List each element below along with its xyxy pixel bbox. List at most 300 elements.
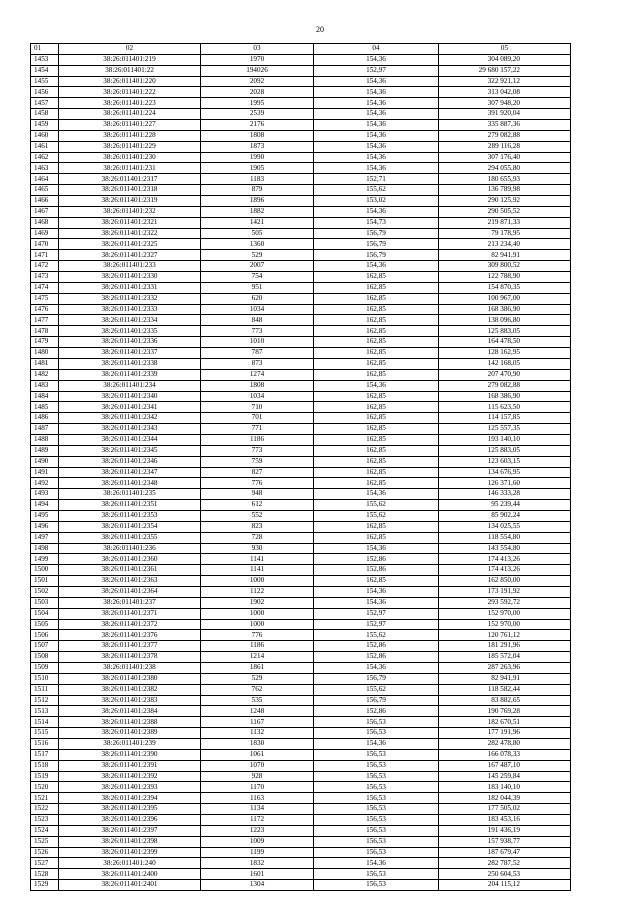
specific-value-cell: 162,85 (314, 532, 439, 543)
area-cell: 1304 (201, 880, 314, 891)
specific-value-cell: 156,53 (314, 717, 439, 728)
specific-value-cell: 152,71 (314, 174, 439, 185)
row-number-cell: 1472 (31, 261, 59, 272)
cadastral-number-cell: 38:26:011401:2346 (59, 456, 201, 467)
cadastral-number-cell: 38:26:011401:232 (59, 206, 201, 217)
specific-value-cell: 152,86 (314, 554, 439, 565)
cadastral-number-cell: 38:26:011401:2344 (59, 434, 201, 445)
cadastral-number-cell: 38:26:011401:2343 (59, 424, 201, 435)
specific-value-cell: 156,79 (314, 239, 439, 250)
cadastral-value-cell: 290 125,92 (439, 196, 571, 207)
specific-value-cell: 155,62 (314, 630, 439, 641)
area-cell: 1990 (201, 152, 314, 163)
table-row (31, 228, 571, 239)
specific-value-cell: 162,85 (314, 402, 439, 413)
table-row (31, 728, 571, 739)
cadastral-number-cell: 38:26:011401:2332 (59, 293, 201, 304)
cadastral-number-cell: 38:26:011401:227 (59, 120, 201, 131)
cadastral-value-cell: 157 938,77 (439, 836, 571, 847)
area-cell: 1882 (201, 206, 314, 217)
row-number-cell: 1454 (31, 65, 59, 76)
specific-value-cell: 154,36 (314, 380, 439, 391)
specific-value-cell: 154,36 (314, 489, 439, 500)
row-number-cell: 1487 (31, 424, 59, 435)
area-cell: 529 (201, 250, 314, 261)
table-row (31, 608, 571, 619)
cadastral-value-cell: 204 115,12 (439, 880, 571, 891)
specific-value-cell: 154,36 (314, 597, 439, 608)
table-row (31, 543, 571, 554)
table-row (31, 402, 571, 413)
area-cell: 1214 (201, 652, 314, 663)
specific-value-cell: 154,36 (314, 543, 439, 554)
area-cell: 762 (201, 684, 314, 695)
specific-value-cell: 162,85 (314, 272, 439, 283)
specific-value-cell: 162,85 (314, 293, 439, 304)
area-cell: 1000 (201, 608, 314, 619)
specific-value-cell: 154,36 (314, 858, 439, 869)
cadastral-value-cell: 79 178,95 (439, 228, 571, 239)
cadastral-value-cell: 125 883,05 (439, 326, 571, 337)
cadastral-value-cell: 185 572,04 (439, 652, 571, 663)
row-number-cell: 1470 (31, 239, 59, 250)
cadastral-value-cell: 173 191,92 (439, 586, 571, 597)
row-number-cell: 1502 (31, 586, 59, 597)
cadastral-value-cell: 118 582,44 (439, 684, 571, 695)
specific-value-cell: 156,53 (314, 869, 439, 880)
table-row (31, 315, 571, 326)
table-header (31, 44, 571, 55)
header-col-04: 04 (314, 44, 439, 55)
row-number-cell: 1463 (31, 163, 59, 174)
cadastral-value-cell: 313 042,08 (439, 87, 571, 98)
table-row (31, 445, 571, 456)
header-col-05: 05 (439, 44, 571, 55)
cadastral-value-table (30, 43, 571, 891)
area-cell: 754 (201, 272, 314, 283)
cadastral-value-cell: 183 140,10 (439, 782, 571, 793)
table-row (31, 293, 571, 304)
row-number-cell: 1477 (31, 315, 59, 326)
cadastral-value-cell: 100 967,00 (439, 293, 571, 304)
cadastral-value-cell: 187 679,47 (439, 847, 571, 858)
cadastral-number-cell: 38:26:011401:2321 (59, 217, 201, 228)
area-cell: 928 (201, 771, 314, 782)
cadastral-value-cell: 391 920,04 (439, 109, 571, 120)
cadastral-value-cell: 164 478,50 (439, 337, 571, 348)
table-body (31, 54, 571, 890)
specific-value-cell: 154,73 (314, 217, 439, 228)
specific-value-cell: 156,79 (314, 228, 439, 239)
specific-value-cell: 154,36 (314, 87, 439, 98)
area-cell: 529 (201, 673, 314, 684)
cadastral-value-cell: 128 162,95 (439, 348, 571, 359)
cadastral-number-cell: 38:26:011401:2337 (59, 348, 201, 359)
row-number-cell: 1483 (31, 380, 59, 391)
table-row (31, 185, 571, 196)
cadastral-number-cell: 38:26:011401:234 (59, 380, 201, 391)
cadastral-number-cell: 38:26:011401:219 (59, 54, 201, 65)
specific-value-cell: 156,53 (314, 836, 439, 847)
cadastral-number-cell: 38:26:011401:2361 (59, 565, 201, 576)
cadastral-number-cell: 38:26:011401:2395 (59, 804, 201, 815)
area-cell: 1122 (201, 586, 314, 597)
cadastral-value-cell: 307 948,20 (439, 98, 571, 109)
specific-value-cell: 152,86 (314, 706, 439, 717)
area-cell: 1873 (201, 141, 314, 152)
table-row (31, 706, 571, 717)
cadastral-value-cell: 307 176,40 (439, 152, 571, 163)
row-number-cell: 1462 (31, 152, 59, 163)
row-number-cell: 1489 (31, 445, 59, 456)
area-cell: 773 (201, 326, 314, 337)
table-row (31, 815, 571, 826)
cadastral-value-cell: 168 386,90 (439, 391, 571, 402)
table-row (31, 109, 571, 120)
cadastral-value-cell: 250 604,53 (439, 869, 571, 880)
cadastral-number-cell: 38:26:011401:236 (59, 543, 201, 554)
specific-value-cell: 155,62 (314, 684, 439, 695)
table-row (31, 662, 571, 673)
area-cell: 1170 (201, 782, 314, 793)
cadastral-number-cell: 38:26:011401:2336 (59, 337, 201, 348)
cadastral-number-cell: 38:26:011401:2353 (59, 510, 201, 521)
table-row (31, 793, 571, 804)
row-number-cell: 1495 (31, 510, 59, 521)
area-cell: 930 (201, 543, 314, 554)
area-cell: 948 (201, 489, 314, 500)
table-row (31, 87, 571, 98)
specific-value-cell: 154,36 (314, 130, 439, 141)
cadastral-value-cell: 304 089,20 (439, 54, 571, 65)
cadastral-value-cell: 143 554,80 (439, 543, 571, 554)
area-cell: 1861 (201, 662, 314, 673)
cadastral-number-cell: 38:26:011401:235 (59, 489, 201, 500)
cadastral-number-cell: 38:26:011401:2394 (59, 793, 201, 804)
area-cell: 1061 (201, 749, 314, 760)
table-row (31, 424, 571, 435)
area-cell: 1141 (201, 554, 314, 565)
specific-value-cell: 162,85 (314, 445, 439, 456)
cadastral-number-cell: 38:26:011401:2400 (59, 869, 201, 880)
area-cell: 1902 (201, 597, 314, 608)
table-row (31, 739, 571, 750)
cadastral-value-cell: 114 157,85 (439, 413, 571, 424)
specific-value-cell: 154,36 (314, 586, 439, 597)
specific-value-cell: 153,02 (314, 196, 439, 207)
cadastral-number-cell: 38:26:011401:2393 (59, 782, 201, 793)
row-number-cell: 1486 (31, 413, 59, 424)
cadastral-value-cell: 166 078,33 (439, 749, 571, 760)
table-row (31, 489, 571, 500)
row-number-cell: 1526 (31, 847, 59, 858)
table-row (31, 141, 571, 152)
row-number-cell: 1471 (31, 250, 59, 261)
row-number-cell: 1518 (31, 760, 59, 771)
cadastral-value-cell: 115 623,50 (439, 402, 571, 413)
area-cell: 1186 (201, 641, 314, 652)
area-cell: 1830 (201, 739, 314, 750)
cadastral-number-cell: 38:26:011401:2384 (59, 706, 201, 717)
table-row (31, 586, 571, 597)
cadastral-value-cell: 168 386,90 (439, 304, 571, 315)
area-cell: 1421 (201, 217, 314, 228)
specific-value-cell: 154,36 (314, 120, 439, 131)
table-row (31, 684, 571, 695)
row-number-cell: 1457 (31, 98, 59, 109)
table-row (31, 782, 571, 793)
area-cell: 1274 (201, 369, 314, 380)
cadastral-number-cell: 38:26:011401:2371 (59, 608, 201, 619)
cadastral-number-cell: 38:26:011401:2327 (59, 250, 201, 261)
cadastral-number-cell: 38:26:011401:2322 (59, 228, 201, 239)
table-row (31, 369, 571, 380)
row-number-cell: 1509 (31, 662, 59, 673)
specific-value-cell: 162,85 (314, 315, 439, 326)
specific-value-cell: 156,53 (314, 793, 439, 804)
cadastral-value-cell: 152 970,00 (439, 619, 571, 630)
row-number-cell: 1494 (31, 500, 59, 511)
table-row (31, 825, 571, 836)
table-row (31, 717, 571, 728)
table-row (31, 554, 571, 565)
cadastral-value-cell: 213 234,40 (439, 239, 571, 250)
cadastral-number-cell: 38:26:011401:2335 (59, 326, 201, 337)
cadastral-value-cell: 193 140,10 (439, 434, 571, 445)
specific-value-cell: 162,85 (314, 369, 439, 380)
specific-value-cell: 162,85 (314, 478, 439, 489)
cadastral-value-cell: 95 239,44 (439, 500, 571, 511)
cadastral-value-cell: 174 413,26 (439, 565, 571, 576)
row-number-cell: 1467 (31, 206, 59, 217)
cadastral-number-cell: 38:26:011401:2399 (59, 847, 201, 858)
area-cell: 1132 (201, 728, 314, 739)
row-number-cell: 1464 (31, 174, 59, 185)
area-cell: 1970 (201, 54, 314, 65)
area-cell: 873 (201, 358, 314, 369)
specific-value-cell: 155,62 (314, 510, 439, 521)
table-row (31, 250, 571, 261)
table-row (31, 836, 571, 847)
table-row (31, 261, 571, 272)
header-col-02: 02 (59, 44, 201, 55)
specific-value-cell: 162,85 (314, 282, 439, 293)
table-row (31, 576, 571, 587)
specific-value-cell: 154,36 (314, 76, 439, 87)
area-cell: 535 (201, 695, 314, 706)
table-row (31, 337, 571, 348)
row-number-cell: 1469 (31, 228, 59, 239)
cadastral-value-cell: 322 921,12 (439, 76, 571, 87)
area-cell: 951 (201, 282, 314, 293)
header-row (31, 44, 571, 55)
area-cell: 759 (201, 456, 314, 467)
row-number-cell: 1523 (31, 815, 59, 826)
cadastral-number-cell: 38:26:011401:228 (59, 130, 201, 141)
specific-value-cell: 156,53 (314, 825, 439, 836)
cadastral-number-cell: 38:26:011401:2398 (59, 836, 201, 847)
cadastral-value-cell: 145 259,84 (439, 771, 571, 782)
specific-value-cell: 154,36 (314, 54, 439, 65)
table-row (31, 391, 571, 402)
table-row (31, 869, 571, 880)
row-number-cell: 1529 (31, 880, 59, 891)
row-number-cell: 1496 (31, 521, 59, 532)
cadastral-number-cell: 38:26:011401:2388 (59, 717, 201, 728)
cadastral-value-cell: 134 025,55 (439, 521, 571, 532)
row-number-cell: 1497 (31, 532, 59, 543)
cadastral-value-cell: 146 333,28 (439, 489, 571, 500)
row-number-cell: 1508 (31, 652, 59, 663)
cadastral-number-cell: 38:26:011401:2392 (59, 771, 201, 782)
area-cell: 787 (201, 348, 314, 359)
cadastral-value-cell: 136 789,98 (439, 185, 571, 196)
table-row (31, 847, 571, 858)
specific-value-cell: 162,85 (314, 576, 439, 587)
cadastral-value-cell: 183 453,16 (439, 815, 571, 826)
table-row (31, 500, 571, 511)
area-cell: 771 (201, 424, 314, 435)
cadastral-number-cell: 38:26:011401:2340 (59, 391, 201, 402)
area-cell: 827 (201, 467, 314, 478)
row-number-cell: 1474 (31, 282, 59, 293)
table-row (31, 98, 571, 109)
cadastral-value-cell: 294 055,80 (439, 163, 571, 174)
area-cell: 776 (201, 478, 314, 489)
table-row (31, 467, 571, 478)
row-number-cell: 1488 (31, 434, 59, 445)
specific-value-cell: 156,79 (314, 695, 439, 706)
specific-value-cell: 162,85 (314, 304, 439, 315)
page-number: 20 (316, 25, 324, 34)
table-row (31, 65, 571, 76)
specific-value-cell: 154,36 (314, 98, 439, 109)
area-cell: 2092 (201, 76, 314, 87)
cadastral-number-cell: 38:26:011401:2396 (59, 815, 201, 826)
specific-value-cell: 162,85 (314, 326, 439, 337)
cadastral-value-cell: 83 882,65 (439, 695, 571, 706)
table-row (31, 130, 571, 141)
area-cell: 1248 (201, 706, 314, 717)
table-row (31, 673, 571, 684)
specific-value-cell: 156,53 (314, 782, 439, 793)
specific-value-cell: 154,36 (314, 739, 439, 750)
specific-value-cell: 162,85 (314, 391, 439, 402)
row-number-cell: 1521 (31, 793, 59, 804)
cadastral-number-cell: 38:26:011401:2376 (59, 630, 201, 641)
row-number-cell: 1492 (31, 478, 59, 489)
table-row (31, 174, 571, 185)
cadastral-value-cell: 290 505,52 (439, 206, 571, 217)
cadastral-number-cell: 38:26:011401:2390 (59, 749, 201, 760)
specific-value-cell: 162,85 (314, 456, 439, 467)
area-cell: 1360 (201, 239, 314, 250)
cadastral-number-cell: 38:26:011401:2397 (59, 825, 201, 836)
row-number-cell: 1479 (31, 337, 59, 348)
table-row (31, 358, 571, 369)
cadastral-number-cell: 38:26:011401:2382 (59, 684, 201, 695)
row-number-cell: 1527 (31, 858, 59, 869)
row-number-cell: 1482 (31, 369, 59, 380)
row-number-cell: 1505 (31, 619, 59, 630)
table-row (31, 760, 571, 771)
row-number-cell: 1459 (31, 120, 59, 131)
area-cell: 1223 (201, 825, 314, 836)
area-cell: 620 (201, 293, 314, 304)
cadastral-number-cell: 38:26:011401:2383 (59, 695, 201, 706)
table-row (31, 304, 571, 315)
table-row (31, 206, 571, 217)
area-cell: 1000 (201, 576, 314, 587)
row-number-cell: 1524 (31, 825, 59, 836)
table-row (31, 163, 571, 174)
cadastral-value-cell: 82 941,91 (439, 673, 571, 684)
cadastral-value-cell: 122 788,90 (439, 272, 571, 283)
table-row (31, 120, 571, 131)
table-row (31, 771, 571, 782)
cadastral-value-cell: 120 761,12 (439, 630, 571, 641)
area-cell: 1172 (201, 815, 314, 826)
area-cell: 710 (201, 402, 314, 413)
specific-value-cell: 152,97 (314, 619, 439, 630)
cadastral-number-cell: 38:26:011401:2345 (59, 445, 201, 456)
row-number-cell: 1466 (31, 196, 59, 207)
area-cell: 1832 (201, 858, 314, 869)
cadastral-number-cell: 38:26:011401:2325 (59, 239, 201, 250)
cadastral-value-cell: 182 044,39 (439, 793, 571, 804)
row-number-cell: 1519 (31, 771, 59, 782)
area-cell: 1995 (201, 98, 314, 109)
table-row (31, 597, 571, 608)
cadastral-value-cell: 180 655,93 (439, 174, 571, 185)
row-number-cell: 1460 (31, 130, 59, 141)
cadastral-number-cell: 38:26:011401:240 (59, 858, 201, 869)
area-cell: 2176 (201, 120, 314, 131)
row-number-cell: 1500 (31, 565, 59, 576)
area-cell: 728 (201, 532, 314, 543)
cadastral-value-cell: 174 413,26 (439, 554, 571, 565)
header-col-01: 01 (31, 44, 59, 55)
cadastral-number-cell: 38:26:011401:2333 (59, 304, 201, 315)
table-row (31, 858, 571, 869)
cadastral-value-cell: 177 505,02 (439, 804, 571, 815)
cadastral-number-cell: 38:26:011401:2372 (59, 619, 201, 630)
specific-value-cell: 156,53 (314, 728, 439, 739)
table-row (31, 54, 571, 65)
specific-value-cell: 162,85 (314, 348, 439, 359)
table-row (31, 76, 571, 87)
table-row (31, 521, 571, 532)
row-number-cell: 1504 (31, 608, 59, 619)
specific-value-cell: 152,97 (314, 608, 439, 619)
row-number-cell: 1455 (31, 76, 59, 87)
cadastral-value-cell: 289 116,28 (439, 141, 571, 152)
table-row (31, 478, 571, 489)
cadastral-value-cell: 279 082,88 (439, 380, 571, 391)
area-cell: 1163 (201, 793, 314, 804)
cadastral-number-cell: 38:26:011401:220 (59, 76, 201, 87)
cadastral-number-cell: 38:26:011401:2330 (59, 272, 201, 283)
cadastral-number-cell: 38:26:011401:229 (59, 141, 201, 152)
table-row (31, 434, 571, 445)
specific-value-cell: 154,36 (314, 109, 439, 120)
specific-value-cell: 156,79 (314, 250, 439, 261)
row-number-cell: 1490 (31, 456, 59, 467)
cadastral-value-cell: 219 871,33 (439, 217, 571, 228)
row-number-cell: 1501 (31, 576, 59, 587)
row-number-cell: 1499 (31, 554, 59, 565)
cadastral-number-cell: 38:26:011401:2363 (59, 576, 201, 587)
